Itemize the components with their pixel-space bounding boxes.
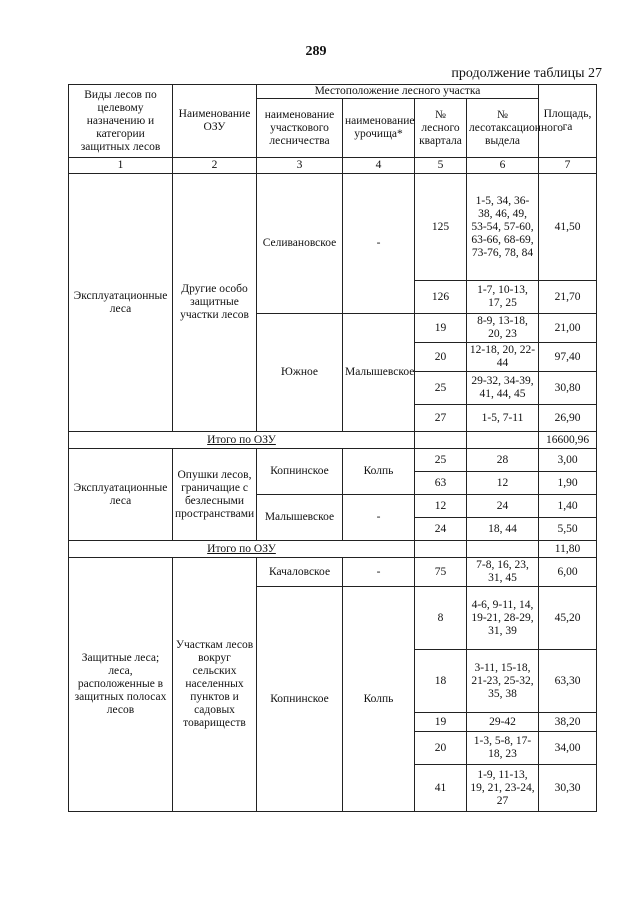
area-cell: 26,90 <box>539 405 597 432</box>
table-row <box>69 558 597 587</box>
column-number: 5 <box>415 158 467 174</box>
forest-type-cell: Эксплуатационные леса <box>69 449 173 541</box>
page-number: 289 <box>305 44 327 59</box>
column-number: 2 <box>173 158 257 174</box>
area-cell: 1,40 <box>539 495 597 518</box>
header-area: Площадь, га <box>539 85 597 158</box>
tract-cell: Малышевское <box>343 314 415 432</box>
total-row <box>69 432 597 449</box>
forest-type-cell: Эксплуатационные леса <box>69 174 173 432</box>
district-cell: Малышевское <box>257 495 343 541</box>
quarter-cell: 125 <box>415 174 467 281</box>
header-location: Местоположение лесного участка <box>257 85 539 99</box>
total-empty-cell <box>415 432 467 449</box>
quarter-cell: 20 <box>415 343 467 372</box>
quarter-cell: 27 <box>415 405 467 432</box>
area-cell: 34,00 <box>539 732 597 765</box>
quarter-cell: 25 <box>415 449 467 472</box>
quarter-cell: 25 <box>415 372 467 405</box>
header-forest-type: Виды лесов по целевому назначению и категории защитных лесов <box>69 85 173 158</box>
column-number: 1 <box>69 158 173 174</box>
area-cell: 38,20 <box>539 713 597 732</box>
district-cell: Селивановское <box>257 174 343 314</box>
area-cell: 21,00 <box>539 314 597 343</box>
section-cell: 29-32, 34-39, 41, 44, 45 <box>467 372 539 405</box>
section-cell: 29-42 <box>467 713 539 732</box>
total-label <box>69 432 415 449</box>
tract-cell: Колпь <box>343 449 415 495</box>
total-empty-cell <box>415 541 467 558</box>
area-cell: 21,70 <box>539 281 597 314</box>
total-empty-cell <box>467 432 539 449</box>
total-empty-cell <box>467 541 539 558</box>
section-cell: 1-9, 11-13, 19, 21, 23-24, 27 <box>467 765 539 812</box>
header-row-1 <box>69 85 597 99</box>
district-cell: Качаловское <box>257 558 343 587</box>
section-cell: 18, 44 <box>467 518 539 541</box>
header-quarter: № лесного квартала <box>415 99 467 158</box>
section-cell: 1-5, 34, 36-38, 46, 49, 53-54, 57-60, 63-66, 68-69, 73-76, 78, 84 <box>467 174 539 281</box>
section-cell: 1-5, 7-11 <box>467 405 539 432</box>
header-ozu-name: Наименование ОЗУ <box>173 85 257 158</box>
total-value: 16600,96 <box>539 432 597 449</box>
section-cell: 24 <box>467 495 539 518</box>
total-label-text: Итого по ОЗУ <box>207 542 276 555</box>
column-number-row <box>69 158 597 174</box>
forest-type-cell: Защитные леса; леса, расположенные в защитных полосах лесов <box>69 558 173 812</box>
column-number: 6 <box>467 158 539 174</box>
ozu-name-cell: Другие особо защитные участки лесов <box>173 174 257 432</box>
section-cell: 12-18, 20, 22-44 <box>467 343 539 372</box>
section-cell: 1-7, 10-13, 17, 25 <box>467 281 539 314</box>
header-tract: наименование урочища* <box>343 99 415 158</box>
area-cell: 6,00 <box>539 558 597 587</box>
total-label <box>69 541 415 558</box>
area-cell: 30,80 <box>539 372 597 405</box>
tract-cell: - <box>343 558 415 587</box>
quarter-cell: 75 <box>415 558 467 587</box>
total-row <box>69 541 597 558</box>
quarter-cell: 19 <box>415 713 467 732</box>
section-cell: 4-6, 9-11, 14, 19-21, 28-29, 31, 39 <box>467 587 539 650</box>
area-cell: 41,50 <box>539 174 597 281</box>
section-cell: 3-11, 15-18, 21-23, 25-32, 35, 38 <box>467 650 539 713</box>
table-row <box>69 174 597 281</box>
district-cell: Копнинское <box>257 449 343 495</box>
column-number: 4 <box>343 158 415 174</box>
header-district: наименование участкового лесничества <box>257 99 343 158</box>
area-cell: 45,20 <box>539 587 597 650</box>
area-cell: 97,40 <box>539 343 597 372</box>
quarter-cell: 20 <box>415 732 467 765</box>
table-row <box>69 449 597 472</box>
area-cell: 1,90 <box>539 472 597 495</box>
quarter-cell: 12 <box>415 495 467 518</box>
area-cell: 5,50 <box>539 518 597 541</box>
quarter-cell: 8 <box>415 587 467 650</box>
area-cell: 63,30 <box>539 650 597 713</box>
table-continuation-label: продолжение таблицы 27 <box>451 66 602 81</box>
section-cell: 12 <box>467 472 539 495</box>
forest-areas-table <box>68 84 597 812</box>
column-number: 7 <box>539 158 597 174</box>
quarter-cell: 18 <box>415 650 467 713</box>
ozu-name-cell: Участкам лесов вокруг сельских населенных пунктов и садовых товариществ <box>173 558 257 812</box>
tract-cell: - <box>343 174 415 314</box>
quarter-cell: 19 <box>415 314 467 343</box>
district-cell: Копнинское <box>257 587 343 812</box>
area-cell: 30,30 <box>539 765 597 812</box>
quarter-cell: 63 <box>415 472 467 495</box>
section-cell: 28 <box>467 449 539 472</box>
tract-cell: - <box>343 495 415 541</box>
section-cell: 8-9, 13-18, 20, 23 <box>467 314 539 343</box>
total-value: 11,80 <box>539 541 597 558</box>
area-cell: 3,00 <box>539 449 597 472</box>
quarter-cell: 41 <box>415 765 467 812</box>
ozu-name-cell: Опушки лесов, граничащие с безлесными пространствами <box>173 449 257 541</box>
section-cell: 7-8, 16, 23, 31, 45 <box>467 558 539 587</box>
quarter-cell: 24 <box>415 518 467 541</box>
total-label-text: Итого по ОЗУ <box>207 433 276 446</box>
district-cell: Южное <box>257 314 343 432</box>
header-section: № лесотаксационного выдела <box>467 99 539 158</box>
section-cell: 1-3, 5-8, 17-18, 23 <box>467 732 539 765</box>
tract-cell: Колпь <box>343 587 415 812</box>
quarter-cell: 126 <box>415 281 467 314</box>
column-number: 3 <box>257 158 343 174</box>
